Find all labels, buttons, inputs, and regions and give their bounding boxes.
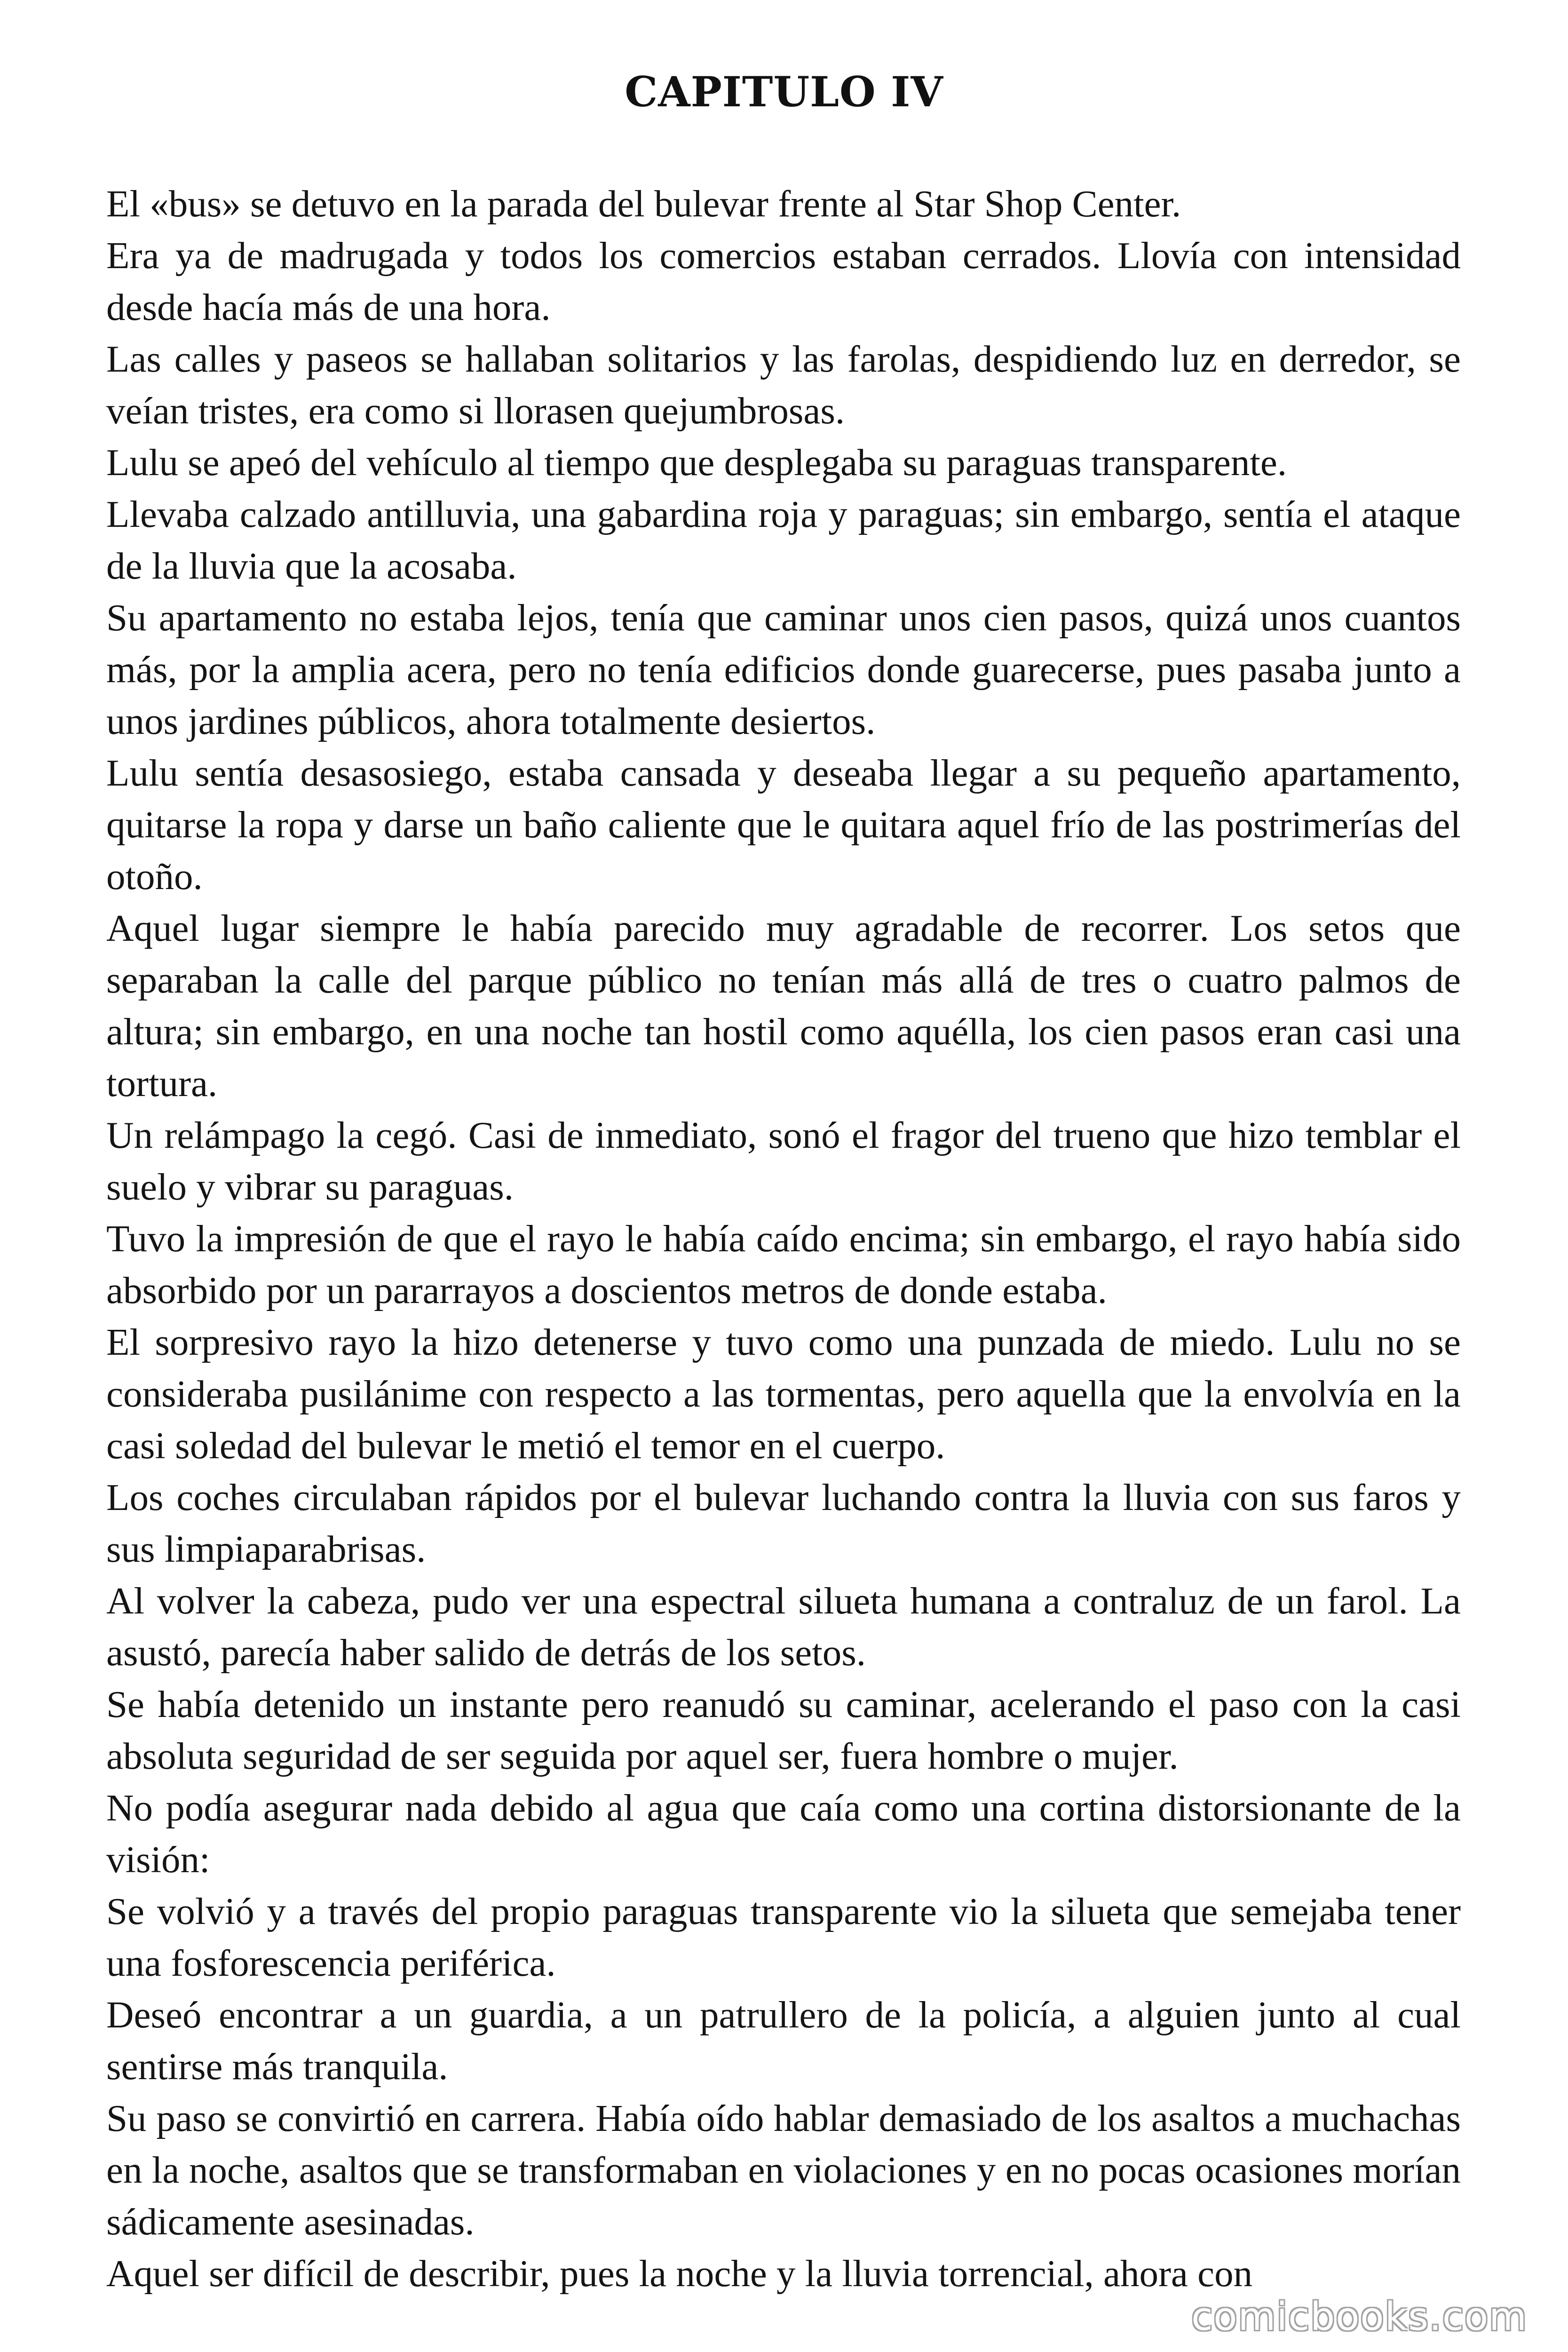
paragraph: Su apartamento no estaba lejos, tenía que caminar unos cien pasos, quizá unos cuantos más, por la amplia acera, pero no tenía edificios donde guarecerse, pues pasaba junto a unos jardines públicos, ahora totalmente desiertos. xyxy=(106,596,1461,742)
paragraph: Se había detenido un instante pero reanudó su caminar, acelerando el paso con la casi absoluta seguridad de ser seguida por aquel ser, fuera hombre o mujer. xyxy=(106,1683,1461,1777)
paragraph: Aquel ser difícil de describir, pues la noche y la lluvia torrencial, ahora con xyxy=(106,2252,1253,2295)
paragraph: Los coches circulaban rápidos por el bulevar luchando contra la lluvia con sus faros y sus limpiaparabrisas. xyxy=(106,1476,1461,1570)
chapter-body xyxy=(106,178,1461,2299)
paragraph: Se volvió y a través del propio paraguas transparente vio la silueta que semejaba tener una fosforescencia periférica. xyxy=(106,1890,1461,1984)
paragraph: Aquel lugar siempre le había parecido muy agradable de recorrer. Los setos que separaban la calle del parque público no tenían más allá de tres o cuatro palmos de altura; sin embargo, en una noche tan hostil como aquélla, los cien pasos eran casi una tortura. xyxy=(106,907,1461,1104)
paragraph: Un relámpago la cegó. Casi de inmediato, sonó el fragor del trueno que hizo temblar el suelo y vibrar su paraguas. xyxy=(106,1114,1461,1208)
paragraph: El sorpresivo rayo la hizo detenerse y tuvo como una punzada de miedo. Lulu no se consideraba pusilánime con respecto a las tormentas, pero aquella que la envolvía en la casi soledad del bulevar le metió el temor en el cuerpo. xyxy=(106,1321,1461,1467)
paragraph: Era ya de madrugada y todos los comercios estaban cerrados. Llovía con intensidad desde hacía más de una hora. xyxy=(106,234,1461,328)
paragraph: Lulu se apeó del vehículo al tiempo que desplegaba su paraguas transparente. xyxy=(106,441,1287,484)
chapter-title: CAPITULO IV xyxy=(625,67,943,116)
paragraph: El «bus» se detuvo en la parada del bulevar frente al Star Shop Center. xyxy=(106,183,1181,225)
paragraph: Las calles y paseos se hallaban solitarios y las farolas, despidiendo luz en derredor, se veían tristes, era como si llorasen quejumbrosas. xyxy=(106,338,1461,432)
paragraph: Tuvo la impresión de que el rayo le había caído encima; sin embargo, el rayo había sido absorbido por un pararrayos a doscientos metros de donde estaba. xyxy=(106,1217,1461,1311)
paragraph: Deseó encontrar a un guardia, a un patrullero de la policía, a alguien junto al cual sentirse más tranquila. xyxy=(106,1994,1461,2088)
paragraph: No podía asegurar nada debido al agua que caía como una cortina distorsionante de la visión: xyxy=(106,1787,1461,1881)
paragraph: Lulu sentía desasosiego, estaba cansada y deseaba llegar a su pequeño apartamento, quitarse la ropa y darse un baño caliente que le quitara aquel frío de las postrimerías del otoño. xyxy=(106,752,1461,898)
paragraph: Llevaba calzado antilluvia, una gabardina roja y paraguas; sin embargo, sentía el ataque de la lluvia que la acosaba. xyxy=(106,493,1461,587)
paragraph: Su paso se convirtió en carrera. Había oído hablar demasiado de los asaltos a muchachas en la noche, asaltos que se transformaban en violaciones y en no pocas ocasiones morían sádicamente asesinadas. xyxy=(106,2097,1461,2243)
paragraph: Al volver la cabeza, pudo ver una espectral silueta humana a contraluz de un farol. La asustó, parecía haber salido de detrás de los setos. xyxy=(106,1580,1461,1674)
watermark: comicbooks.com xyxy=(1191,2295,1528,2339)
